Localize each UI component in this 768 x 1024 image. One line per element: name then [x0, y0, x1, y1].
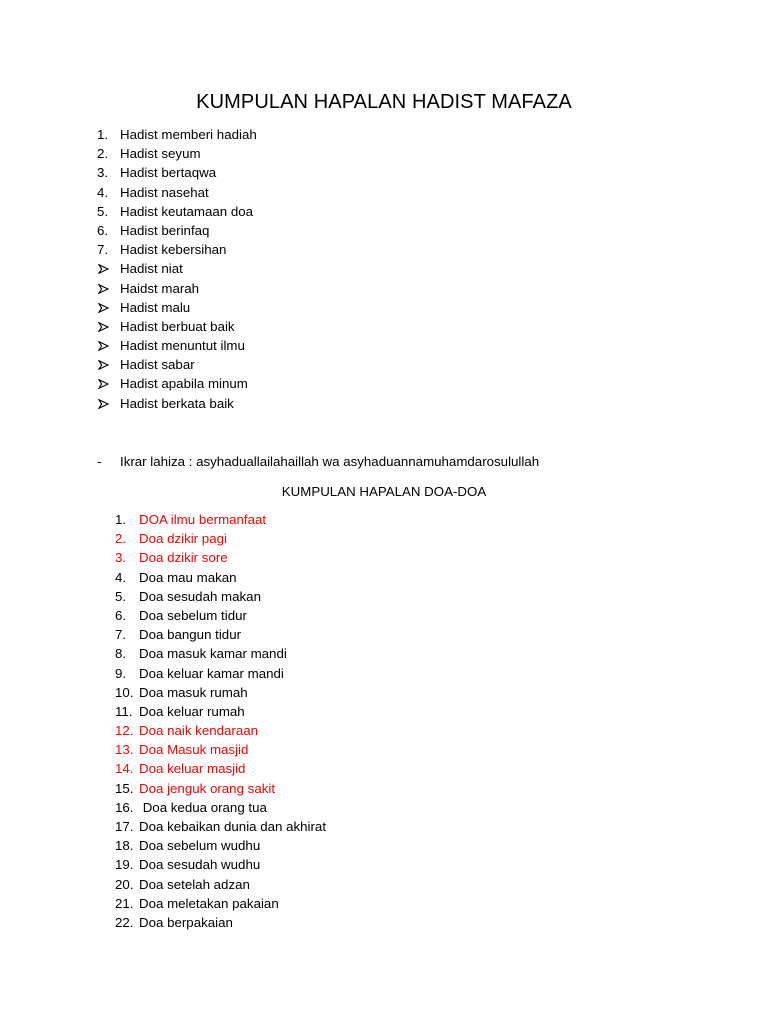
- hadist-item-text: Hadist bertaqwa: [120, 165, 217, 181]
- list-number: 21.: [115, 895, 134, 911]
- doa-item-text: Doa keluar rumah: [139, 703, 245, 719]
- doa-item-text: Doa sesudah wudhu: [139, 857, 261, 873]
- list-number: 7.: [97, 242, 109, 258]
- doa-item-text: DOA ilmu bermanfaat: [139, 512, 267, 527]
- hadist-item-text: Hadist menuntut ilmu: [120, 338, 245, 354]
- hadist-item-text: Hadist memberi hadiah: [120, 127, 257, 142]
- list-number: 9.: [115, 665, 127, 681]
- list-number: 2.: [115, 531, 127, 547]
- doa-item-text: Doa bangun tidur: [139, 627, 242, 643]
- list-number: 16.: [115, 799, 134, 815]
- hadist-item-text: Hadist berkata baik: [120, 395, 234, 411]
- arrow-bullet-icon: [98, 298, 110, 317]
- dash-bullet: -: [97, 454, 102, 469]
- doa-item-text: Doa sebelum tidur: [139, 607, 247, 623]
- doa-item-text: Doa keluar masjid: [139, 761, 246, 777]
- doa-item-text: Doa meletakan pakaian: [139, 895, 279, 911]
- doa-item-text: Doa dzikir pagi: [139, 531, 227, 547]
- list-number: 2.: [97, 146, 109, 162]
- hadist-item-text: Hadist keutamaan doa: [120, 203, 254, 219]
- list-number: 19.: [115, 857, 134, 873]
- list-number: 5.: [115, 588, 127, 604]
- doa-item-text: Doa sebelum wudhu: [139, 838, 261, 854]
- arrow-bullet-icon: [98, 317, 110, 336]
- list-number: 10.: [115, 684, 134, 700]
- list-number: 17.: [115, 819, 134, 834]
- hadist-item-text: Hadist apabila minum: [120, 376, 248, 392]
- list-number: 3.: [115, 550, 127, 566]
- doa-item-text: Doa naik kendaraan: [139, 723, 259, 739]
- doa-item-text: Doa keluar kamar mandi: [139, 665, 284, 681]
- list-number: 18.: [115, 838, 134, 854]
- arrow-bullet-icon: [98, 259, 110, 278]
- doa-item-text: Doa sesudah makan: [139, 588, 261, 604]
- arrow-bullet-icon: [98, 355, 110, 374]
- hadist-item-text: Hadist niat: [120, 261, 183, 277]
- list-number: 20.: [115, 876, 134, 892]
- doa-item-text: Doa jenguk orang sakit: [139, 780, 276, 796]
- hadist-item-text: Hadist kebersihan: [120, 242, 227, 258]
- hadist-item-text: Hadist sabar: [120, 357, 195, 373]
- doa-item-text: Doa Masuk masjid: [139, 742, 249, 758]
- list-number: 11.: [115, 703, 133, 719]
- doa-item-text: Doa berpakaian: [139, 914, 233, 930]
- list-number: 6.: [115, 607, 127, 623]
- arrow-bullet-icon: [98, 374, 110, 393]
- hadist-item-text: Hadist berinfaq: [120, 222, 210, 238]
- doa-item-text: Doa masuk rumah: [139, 684, 248, 700]
- hadist-item-text: Hadist berbuat baik: [120, 318, 235, 334]
- list-number: 8.: [115, 646, 127, 662]
- arrow-bullet-icon: [98, 394, 110, 413]
- list-number: 6.: [97, 222, 109, 238]
- list-number: 1.: [97, 127, 109, 142]
- list-number: 15.: [115, 780, 134, 796]
- list-number: 4.: [115, 569, 127, 585]
- doa-item-text: Doa mau makan: [139, 569, 237, 585]
- arrow-bullet-icon: [98, 279, 110, 298]
- hadist-item-text: Hadist seyum: [120, 146, 201, 162]
- doa-item-text: Doa masuk kamar mandi: [139, 646, 287, 662]
- list-number: 12.: [115, 723, 134, 739]
- arrow-bullet-icon: [98, 336, 110, 355]
- list-number: 1.: [115, 512, 127, 527]
- list-number: 14.: [115, 761, 134, 777]
- doa-item-text: Doa dzikir sore: [139, 550, 228, 566]
- list-number: 13.: [115, 742, 134, 758]
- hadist-item-text: Haidst marah: [120, 280, 200, 296]
- document-title: KUMPULAN HAPALAN HADIST MAFAZA: [196, 91, 572, 113]
- ikrar-text: Ikrar lahiza : asyhaduallailahaillah wa asyhaduannamuhamdarosulullah: [120, 454, 540, 469]
- doa-section-title: KUMPULAN HAPALAN DOA-DOA: [281, 484, 487, 499]
- list-number: 3.: [97, 165, 109, 181]
- doa-item-text: Doa setelah adzan: [139, 876, 250, 892]
- list-number: 22.: [115, 914, 134, 930]
- list-number: 4.: [97, 184, 109, 200]
- doa-item-text: Doa kedua orang tua: [139, 799, 267, 815]
- list-number: 5.: [97, 203, 109, 219]
- hadist-item-text: Hadist malu: [120, 299, 191, 315]
- list-number: 7.: [115, 627, 127, 643]
- hadist-item-text: Hadist nasehat: [120, 184, 209, 200]
- doa-item-text: Doa kebaikan dunia dan akhirat: [139, 819, 327, 834]
